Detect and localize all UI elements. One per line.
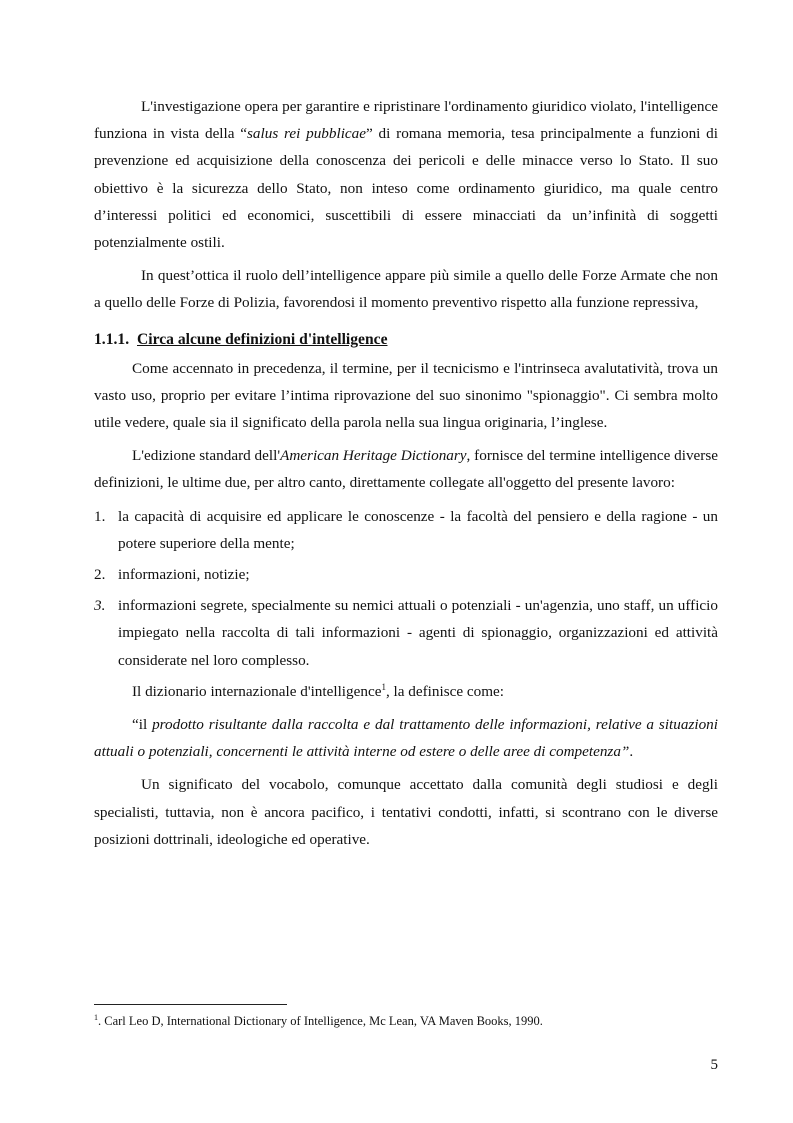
- paragraph-international-dictionary: [94, 678, 718, 705]
- page-number: 5: [710, 1057, 718, 1073]
- list-item: [94, 561, 718, 588]
- definition-list: [94, 503, 718, 674]
- dictionary-title: American Heritage Dictionary: [280, 447, 467, 465]
- quote-close: .: [629, 743, 634, 761]
- paragraph-text: , fornisce del termine intelligence diverse definizioni, le ultime due, per altro canto, direttamente collegate all'oggetto del presente lavoro:: [94, 447, 718, 492]
- list-item-text: informazioni, notizie;: [118, 566, 250, 584]
- footnote-divider: [94, 1004, 287, 1005]
- paragraph-dictionary: [94, 442, 718, 496]
- list-item: [94, 503, 718, 557]
- list-marker: 3.: [94, 597, 106, 615]
- quote-text: prodotto risultante dalla raccolta e dal trattamento delle informazioni, relative a situazioni attuali o potenziali, concernenti le attività interne od estere o delle aree di competenza”: [94, 716, 718, 761]
- section-title: Circa alcune definizioni d'intelligence: [137, 330, 388, 348]
- paragraph-term-usage: Come accennato in precedenza, il termine, per il tecnicismo e l'intrinseca avalutatività, trova un vasto uso, proprio per evitare l’intima riprovazione del suo sinonimo "spionaggio". Ci sembra molto utile vedere, quale sia il significato della parola nella sua lingua originaria, l’inglese.: [94, 359, 718, 432]
- footnote-text: . Carl Leo D, International Dictionary of Intelligence, Mc Lean, VA Maven Books, 1990.: [98, 1014, 543, 1028]
- footnote: [94, 1012, 718, 1030]
- page-body: [94, 93, 718, 859]
- paragraph-closing: Un significato del vocabolo, comunque accettato dalla comunità degli studiosi e degli specialisti, tuttavia, non è ancora pacifico, i tentativi condotti, infatti, si scontrano con le diverse posizioni dottrinali, ideologiche ed operative.: [94, 776, 718, 848]
- list-marker: 2.: [94, 566, 106, 584]
- definition-quote: [94, 711, 718, 765]
- paragraph-armed-forces: In quest’ottica il ruolo dell’intelligence appare più simile a quello delle Forze Armate che non a quello delle Forze di Polizia, favorendosi il momento preventivo rispetto alla funzione repressiva,: [94, 267, 718, 312]
- list-item-text: informazioni segrete, specialmente su nemici attuali o potenziali - un'agenzia, uno staff, un ufficio impiegato nella raccolta di tali informazioni - agenti di spionaggio, organizzazioni ed attività considerate nel loro complesso.: [118, 597, 718, 669]
- italic-phrase: salus rei pubblicae: [247, 125, 367, 143]
- list-marker: 1.: [94, 507, 106, 525]
- footnote-number: 1: [94, 1012, 98, 1022]
- paragraph-text: L'edizione standard dell': [132, 447, 281, 465]
- paragraph-text: , la definisce come:: [385, 682, 505, 700]
- list-item: [94, 592, 718, 674]
- paragraph-text: Il dizionario internazionale d'intelligence: [132, 682, 382, 700]
- list-item-text: la capacità di acquisire ed applicare le conoscenze - la facoltà del pensiero e della ragione - un potere superiore della mente;: [118, 507, 718, 552]
- paragraph-text: L'investigazione opera per garantire e ripristinare l'ordinamento giuridico violato, l'intelligence funziona in vista della “: [94, 98, 718, 143]
- footnote-reference[interactable]: 1: [381, 681, 386, 692]
- paragraph-intelligence-purpose: [94, 93, 718, 256]
- section-heading: [94, 327, 718, 353]
- section-number: 1.1.1.: [94, 330, 130, 348]
- paragraph-text: ” di romana memoria, tesa principalmente a funzioni di prevenzione ed acquisizione della conoscenza dei pericoli e delle minacce verso lo Stato. Il suo obiettivo è la sicurezza dello Stato, non inteso come ordinamento giuridico, ma quale centro d’interessi politici ed economici, suscettibili di essere minacciati da un’infinità di soggetti potenzialmente ostili.: [94, 125, 718, 252]
- quote-open: “il: [132, 716, 153, 734]
